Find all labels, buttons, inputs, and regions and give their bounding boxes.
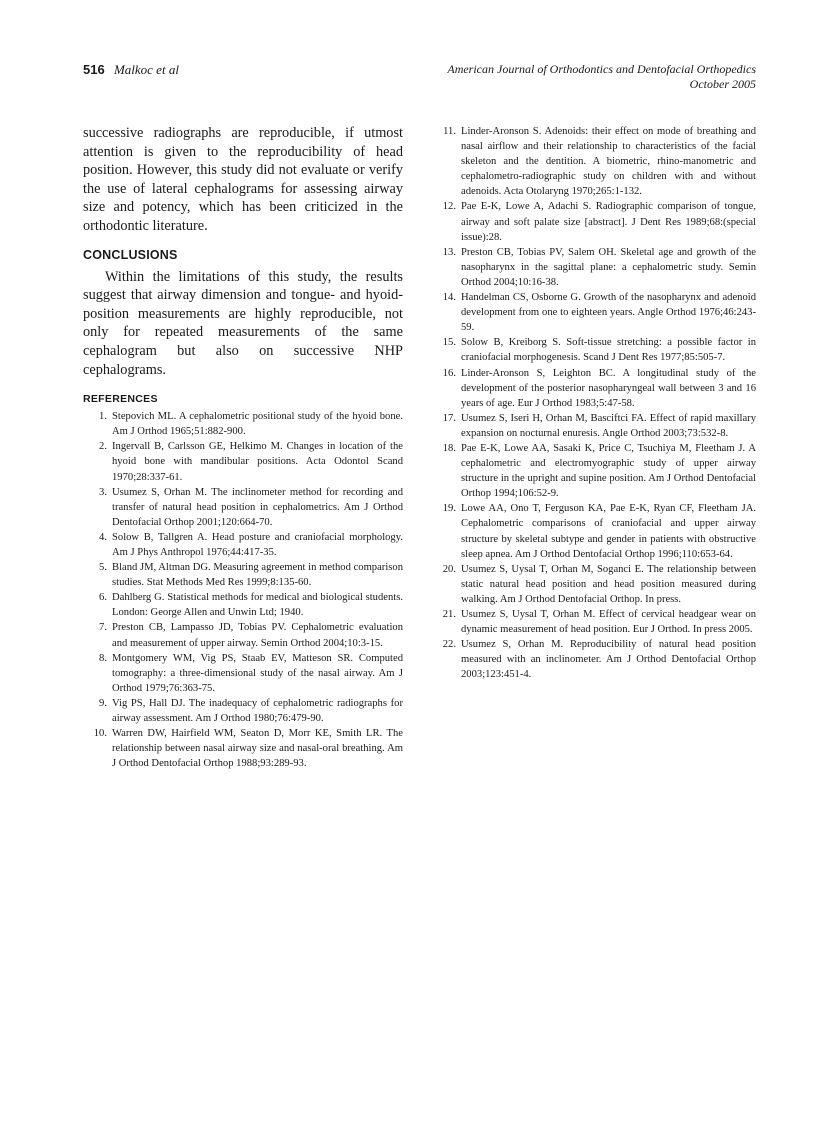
reference-number: 4. [99, 531, 107, 543]
reference-item [89, 651, 403, 696]
reference-item [89, 409, 403, 439]
reference-item [89, 620, 403, 650]
left-column [83, 124, 403, 771]
reference-number: 1. [99, 411, 107, 423]
reference-item [438, 607, 756, 637]
reference-item [89, 726, 403, 771]
reference-text: Handelman CS, Osborne G. Growth of the nasopharynx and adenoid development from one to eighteen years. Angle Orthod 1976;46:243-59. [461, 292, 756, 334]
reference-number: 9. [99, 697, 107, 709]
reference-item [438, 366, 756, 411]
reference-text: Preston CB, Lampasso JD, Tobias PV. Cephalometric evaluation and measurement of upper airway. Semin Orthod 2004;10:3-15. [112, 622, 403, 649]
journal-name: American Journal of Orthodontics and Dentofacial Orthopedics [447, 62, 756, 76]
reference-item [89, 485, 403, 530]
intro-paragraph: successive radiographs are reproducible, if utmost attention is given to the reproducibility of head position. However, this study did not evaluate or verify the use of lateral cephalograms for assessing airway size and potency, which has been criticized in the orthodontic literature. [83, 125, 403, 234]
reference-number: 20. [442, 563, 456, 575]
reference-number: 11. [443, 126, 456, 137]
right-column [438, 124, 756, 682]
reference-number: 19. [442, 503, 456, 515]
reference-item [438, 290, 756, 335]
reference-item [438, 501, 756, 561]
reference-list-right [438, 124, 756, 682]
reference-item [438, 441, 756, 501]
reference-text: Linder-Aronson S, Leighton BC. A longitudinal study of the development of the posterior nasopharyngeal wall between 3 and 16 years of age. Eur J Orthod 1983;5:47-58. [461, 367, 756, 409]
reference-item [438, 124, 756, 199]
reference-number: 21. [442, 609, 456, 620]
reference-text: Vig PS, Hall DJ. The inadequacy of cephalometric radiographs for airway assessment. Am J Orthod 1980;76:479-90. [112, 697, 403, 724]
page-number: 516 [83, 62, 105, 77]
conclusions-paragraph: Within the limitations of this study, the results suggest that airway dimension and tongue- and hyoid-position measurements are highly reproducible, not only for repeated measurements of the same cephalogram but also on successive NHP cephalograms. [83, 268, 403, 378]
reference-text: Usumez S, Orhan M. The inclinometer method for recording and transfer of natural head position in cephalometrics. Am J Orthod Dentofacial Orthop 2001;120:664-70. [112, 486, 403, 528]
reference-text: Warren DW, Hairfield WM, Seaton D, Morr KE, Smith LR. The relationship between nasal airway size and nasal-oral breathing. Am J Orthod Dentofacial Orthop 1988;93:289-93. [112, 728, 403, 770]
running-header-right [447, 62, 756, 92]
reference-list-left [89, 409, 403, 771]
reference-item [89, 590, 403, 620]
reference-number: 2. [99, 441, 107, 453]
reference-text: Ingervall B, Carlsson GE, Helkimo M. Changes in location of the hyoid bone with mandibular positions. Acta Odontol Scand 1970;28:337-61. [112, 441, 403, 483]
reference-number: 18. [442, 442, 456, 454]
reference-text: Pae E-K, Lowe A, Adachi S. Radiographic comparison of tongue, airway and soft palate size [abstract]. J Dent Res 1989;68:(special issue):28. [461, 201, 756, 243]
reference-number: 7. [99, 622, 107, 634]
reference-number: 16. [442, 367, 456, 379]
reference-number: 8. [99, 652, 107, 664]
reference-number: 22. [442, 639, 456, 651]
reference-item [438, 199, 756, 244]
reference-text: Solow B, Tallgren A. Head posture and craniofacial morphology. Am J Phys Anthropol 1976;44:417-35. [112, 531, 403, 558]
reference-number: 13. [442, 246, 456, 258]
reference-item [89, 439, 403, 484]
reference-item [438, 562, 756, 607]
reference-item [438, 411, 756, 441]
reference-text: Montgomery WM, Vig PS, Staab EV, Matteson SR. Computed tomography: a three-dimensional study of the nasal airway. Am J Orthod 1979;76:363-75. [112, 652, 403, 694]
reference-number: 5. [99, 562, 107, 574]
reference-item [89, 696, 403, 726]
reference-text: Linder-Aronson S. Adenoids: their effect on mode of breathing and nasal airflow and their relationship to characteristics of the facial skeleton and the dentition. A biometric, rhino-manometric and cephalometro-radiographic study on children with and without adenoids. Acta Otolaryng 1970;265:1-132. [461, 126, 756, 198]
references-heading: REFERENCES [83, 393, 158, 406]
reference-text: Usumez S, Uysal T, Orhan M, Soganci E. The relationship between static natural head position and head position measured during walking. Am J Orthod Dentofacial Orthop. In press. [461, 563, 756, 605]
reference-number: 10. [93, 728, 107, 740]
reference-item [89, 560, 403, 590]
reference-text: Bland JM, Altman DG. Measuring agreement in method comparison studies. Stat Methods Med Res 1999;8:135-60. [112, 562, 403, 589]
reference-number: 3. [99, 486, 107, 498]
reference-item [438, 335, 756, 365]
running-authors: Malkoc et al [113, 62, 179, 77]
reference-text: Dahlberg G. Statistical methods for medical and biological students. London: George Allen and Unwin Ltd; 1940. [112, 592, 403, 619]
running-header-left [83, 62, 179, 78]
reference-text: Solow B, Kreiborg S. Soft-tissue stretching: a possible factor in craniofacial morphogenesis. Scand J Dent Res 1977;85:505-7. [461, 337, 756, 364]
reference-text: Usumez S, Orhan M. Reproducibility of natural head position measured with an inclinometer. Am J Orthod Dentofacial Orthop 2003;123:451-4. [461, 639, 756, 681]
reference-text: Usumez S, Uysal T, Orhan M. Effect of cervical headgear wear on dynamic measurement of head position. Eur J Orthod. In press 2005. [461, 609, 756, 636]
reference-item [438, 245, 756, 290]
reference-item [89, 530, 403, 560]
reference-item [438, 637, 756, 682]
reference-number: 15. [442, 337, 456, 349]
reference-text: Stepovich ML. A cephalometric positional study of the hyoid bone. Am J Orthod 1965;51:882-900. [112, 411, 403, 438]
issue-date: October 2005 [689, 77, 756, 91]
reference-number: 12. [442, 201, 456, 213]
reference-text: Pae E-K, Lowe AA, Sasaki K, Price C, Tsuchiya M, Fleetham J. A cephalometric and electromyographic study of upper airway structure in the upright and supine position. Am J Orthod Dentofacial Orthop 1994;106:52-9. [461, 442, 756, 500]
reference-number: 17. [442, 412, 456, 424]
reference-number: 6. [99, 592, 107, 604]
reference-text: Usumez S, Iseri H, Orhan M, Basciftci FA. Effect of rapid maxillary expansion on nocturnal enuresis. Angle Orthod 2003;73:532-8. [461, 412, 756, 439]
conclusions-heading: CONCLUSIONS [83, 247, 178, 262]
reference-number: 14. [442, 292, 456, 304]
reference-text: Preston CB, Tobias PV, Salem OH. Skeletal age and growth of the nasopharynx in the sagittal plane: a cephalometric study. Semin Orthod 2004;10:16-38. [461, 246, 756, 288]
reference-text: Lowe AA, Ono T, Ferguson KA, Pae E-K, Ryan CF, Fleetham JA. Cephalometric comparisons of craniofacial and upper airway structure by skeletal subtype and gender in patients with obstructive sleep apnea. Am J Orthod Dentofacial Orthop 1996;110:653-64. [461, 503, 756, 560]
